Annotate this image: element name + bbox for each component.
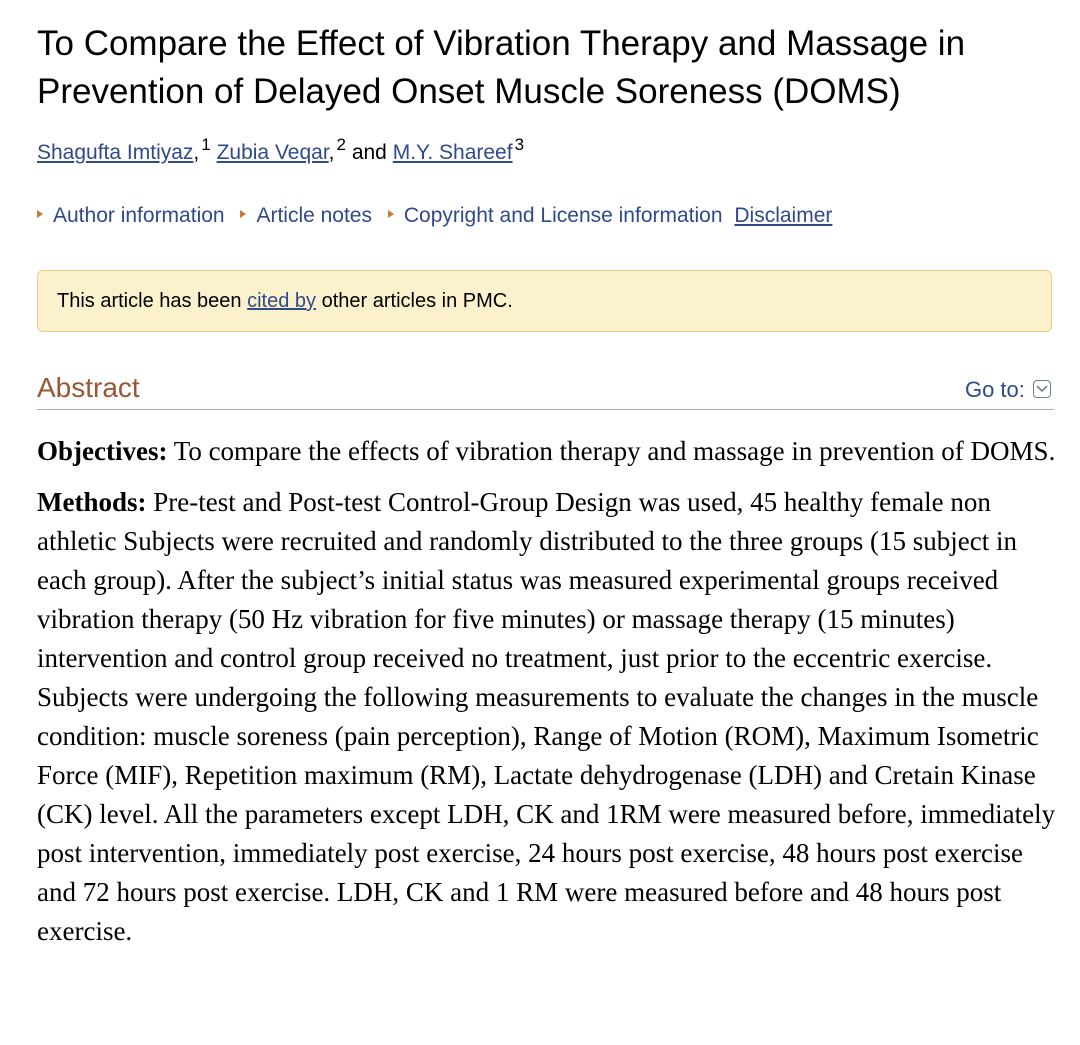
objectives-text: To compare the effects of vibration therapy and massage in prevention of DOMS.	[167, 436, 1056, 466]
author-information-toggle[interactable]: Author information	[53, 204, 225, 227]
copyright-license-toggle[interactable]: Copyright and License information	[403, 204, 723, 227]
expand-triangle-icon	[37, 210, 43, 218]
objectives-label: Objectives:	[37, 436, 168, 466]
objectives-paragraph	[37, 432, 1057, 471]
abstract-section-header	[37, 367, 1054, 410]
author-list	[37, 135, 524, 171]
chevron-down-icon[interactable]	[1033, 380, 1051, 398]
cited-by-link[interactable]: cited by	[247, 290, 317, 312]
goto-menu-button[interactable]	[965, 375, 1051, 405]
author-separator: ,	[328, 141, 335, 164]
abstract-heading: Abstract	[37, 372, 140, 403]
disclaimer-link[interactable]: Disclaimer	[734, 204, 833, 227]
expand-triangle-icon	[240, 210, 246, 218]
author-and: and	[351, 141, 387, 164]
abstract-body	[37, 432, 1057, 963]
expand-triangle-icon	[388, 210, 394, 218]
affiliation-marker: 1	[201, 134, 211, 154]
methods-text: Pre-test and Post-test Control-Group Design was used, 45 healthy female non athletic Subjects were recruited and randomly distributed to the three groups (15 subject in each group). After the subject’s initial status was measured experimental groups received vibration therapy (50 Hz vibration for five minutes) or massage therapy (15 minutes) intervention and control group received no treatment, just prior to the eccentric exercise. Subjects were undergoing the following measurements to evaluate the changes in the muscle condition: muscle soreness (pain perception), Range of Motion (ROM), Maximum Isometric Force (MIF), Repetition maximum (RM), Lactate dehydrogenase (LDH) and Cretain Kinase (CK) level. All the parameters except LDH, CK and 1RM were measured before, immediately post intervention, immediately post exercise, 24 hours post exercise, 48 hours post exercise and 72 hours post exercise. LDH, CK and 1 RM were measured before and 48 hours post exercise.	[37, 487, 1056, 946]
author-link-shareef[interactable]: M.Y. Shareef	[392, 141, 513, 164]
goto-label: Go to:	[964, 377, 1025, 402]
notice-prefix: This article has been	[57, 290, 248, 312]
article-title: To Compare the Effect of Vibration Therapy and Massage in Prevention of Delayed Onset Muscle Soreness (DOMS)	[37, 24, 966, 111]
author-separator: ,	[193, 141, 200, 164]
methods-label: Methods:	[37, 487, 147, 517]
article-meta-links	[37, 198, 832, 234]
affiliation-marker: 2	[336, 134, 346, 154]
methods-paragraph	[37, 483, 1057, 951]
affiliation-marker: 3	[514, 134, 525, 154]
author-link-veqar[interactable]: Zubia Veqar	[216, 141, 329, 164]
article-notes-toggle[interactable]: Article notes	[256, 204, 372, 227]
author-link-imtiyaz[interactable]: Shagufta Imtiyaz	[37, 141, 194, 164]
notice-suffix: other articles in PMC.	[316, 290, 513, 312]
cited-by-notice	[37, 270, 1052, 332]
